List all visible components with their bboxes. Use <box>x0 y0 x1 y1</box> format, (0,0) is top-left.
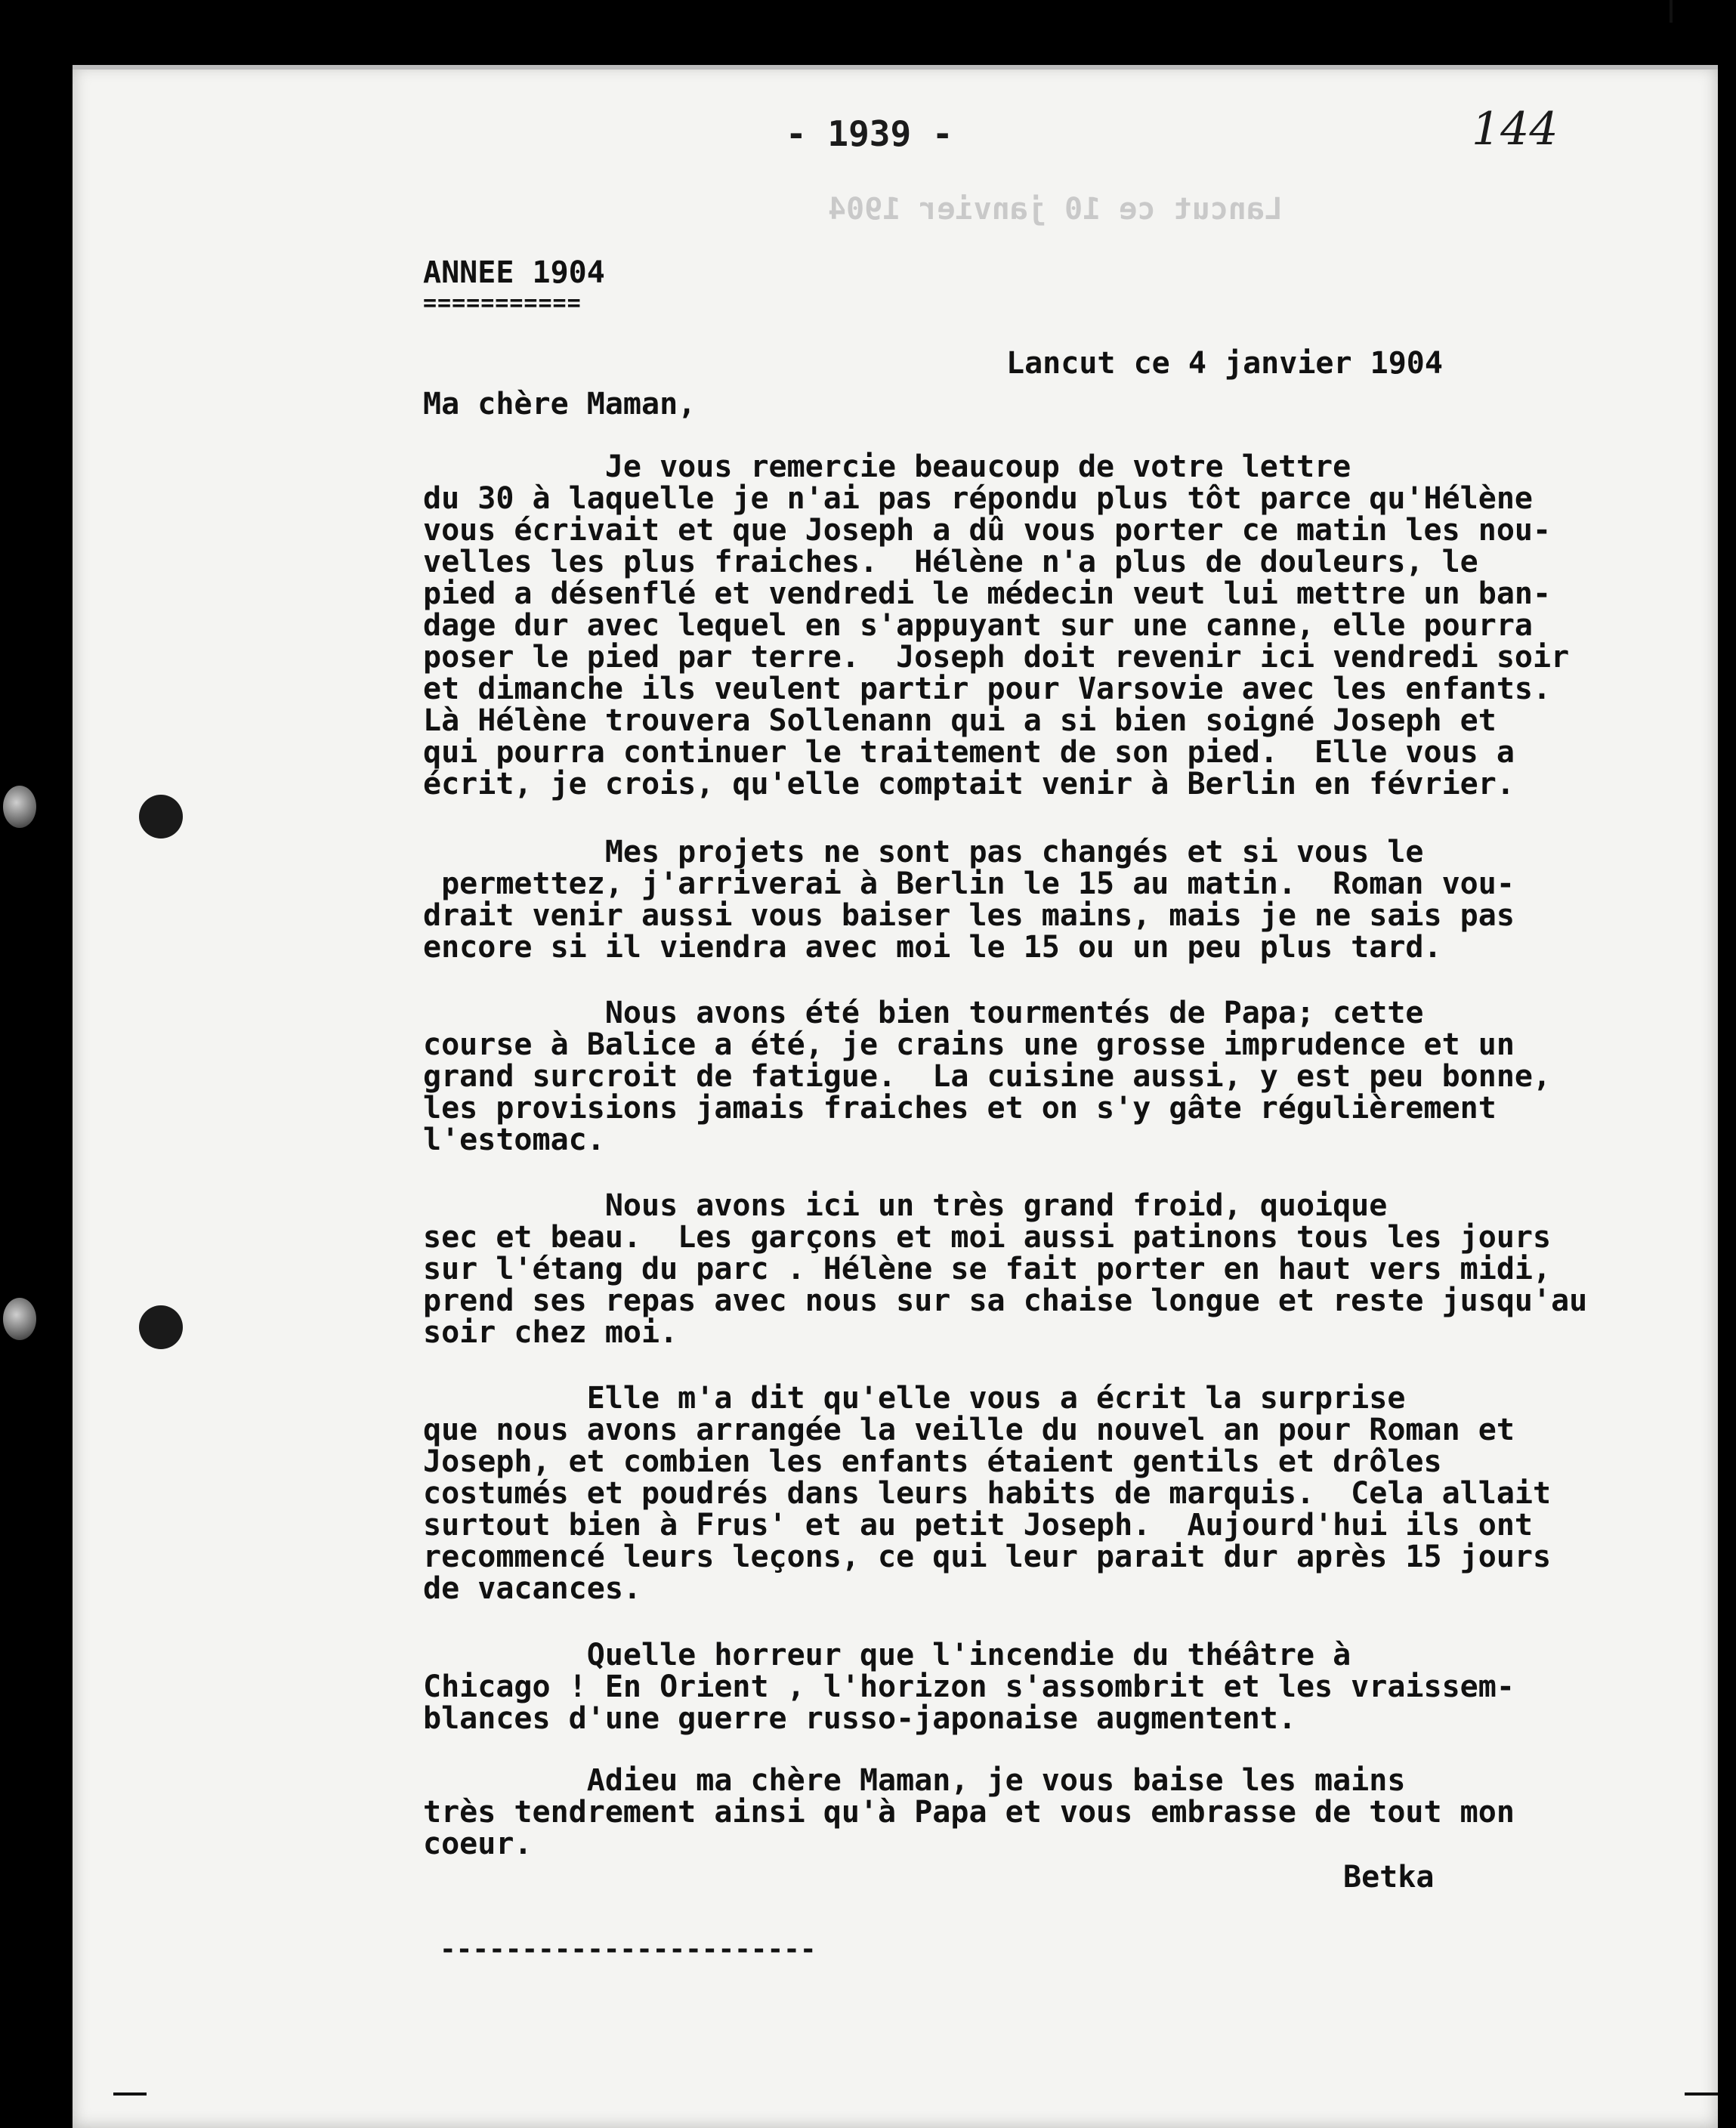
paragraph: Mes projets ne sont pas changés et si vous le permettez, j'arriverai à Berlin le 15 au matin. Roman vou- drait venir aussi vous baiser les mains, mais je ne sais pas encore si il viendra avec moi le 15 ou un peu plus tard. <box>423 835 1515 965</box>
corner-mark <box>1685 2092 1718 2096</box>
paragraph: Adieu ma chère Maman, je vous baise les mains très tendrement ainsi qu'à Papa et vous embrasse de tout mon coeur. <box>423 1763 1515 1861</box>
corner-mark <box>113 2092 147 2096</box>
corner-mark <box>1670 0 1673 23</box>
binder-ring-icon <box>3 1298 36 1340</box>
paragraph: Je vous remercie beaucoup de votre lettre du 30 à laquelle je n'ai pas répondu plus tôt parce qu'Hélène vous écrivait et que Joseph a dû vous porter ce matin les nou- velles les plus fraiches. Hélène n'a plus de douleurs, le pied a désenflé et vendredi le médecin veut lui mettre un ban- dage dur avec lequel en s'appuyant sur une canne, elle pourra poser le pied par terre. Joseph doit revenir ici vendredi soir et dimanche ils veulent partir pour Varsovie avec les enfants. Là Hélène trouvera Sollenann qui a si bien soigné Joseph et qui pourra continuer le traitement de son pied. Elle vous a écrit, je crois, qu'elle comptait venir à Berlin en février. <box>423 449 1570 801</box>
handwritten-page-number: 144 <box>1472 103 1558 156</box>
heading-underline: =========== <box>423 290 582 317</box>
punch-hole-icon <box>139 1305 183 1349</box>
bleed-through: Lancut ce 10 janvier 1904 <box>828 192 1283 227</box>
signature: Betka <box>1343 1860 1435 1895</box>
salutation: Ma chère Maman, <box>423 387 697 422</box>
binder-ring-icon <box>3 786 36 828</box>
binder-strip <box>0 0 54 2128</box>
paragraph: Quelle horreur que l'incendie du théâtre à Chicago ! En Orient , l'horizon s'assombrit et les vraissem- blances d'une guerre russo-japonaise augmentent. <box>423 1638 1515 1736</box>
closing-rule: ----------------------- <box>440 1934 817 1965</box>
paragraph: Nous avons été bien tourmentés de Papa; cette course à Balice a été, je crains une grosse imprudence et un grand surcroit de fatigue. La cuisine aussi, y est peu bonne, les provisions jamais fraiches et on s'y gâte régulièrement l'estomac. <box>423 996 1552 1157</box>
paragraph: Elle m'a dit qu'elle vous a écrit la surprise que nous avons arrangée la veille du nouvel an pour Roman et Joseph, et combien les enfants étaient gentils et drôles costumés et poudrés dans leurs habits de marquis. Cela allait surtout bien à Frus' et au petit Joseph. Aujourd'hui ils ont recommencé leurs leçons, ce qui leur parait dur après 15 jours de vacances. <box>423 1381 1552 1606</box>
dateline: Lancut ce 4 janvier 1904 <box>1006 346 1443 381</box>
punch-hole-icon <box>139 795 183 839</box>
letter-heading: ANNEE 1904 <box>423 255 605 290</box>
page-edge <box>73 65 1718 69</box>
paragraph: Nous avons ici un très grand froid, quoique sec et beau. Les garçons et moi aussi patinons tous les jours sur l'étang du parc . Hélène se fait porter en haut vers midi, prend ses repas avec nous sur sa chaise longue et reste jusqu'au soir chez moi. <box>423 1188 1588 1350</box>
page-marker: - 1939 - <box>786 113 953 154</box>
